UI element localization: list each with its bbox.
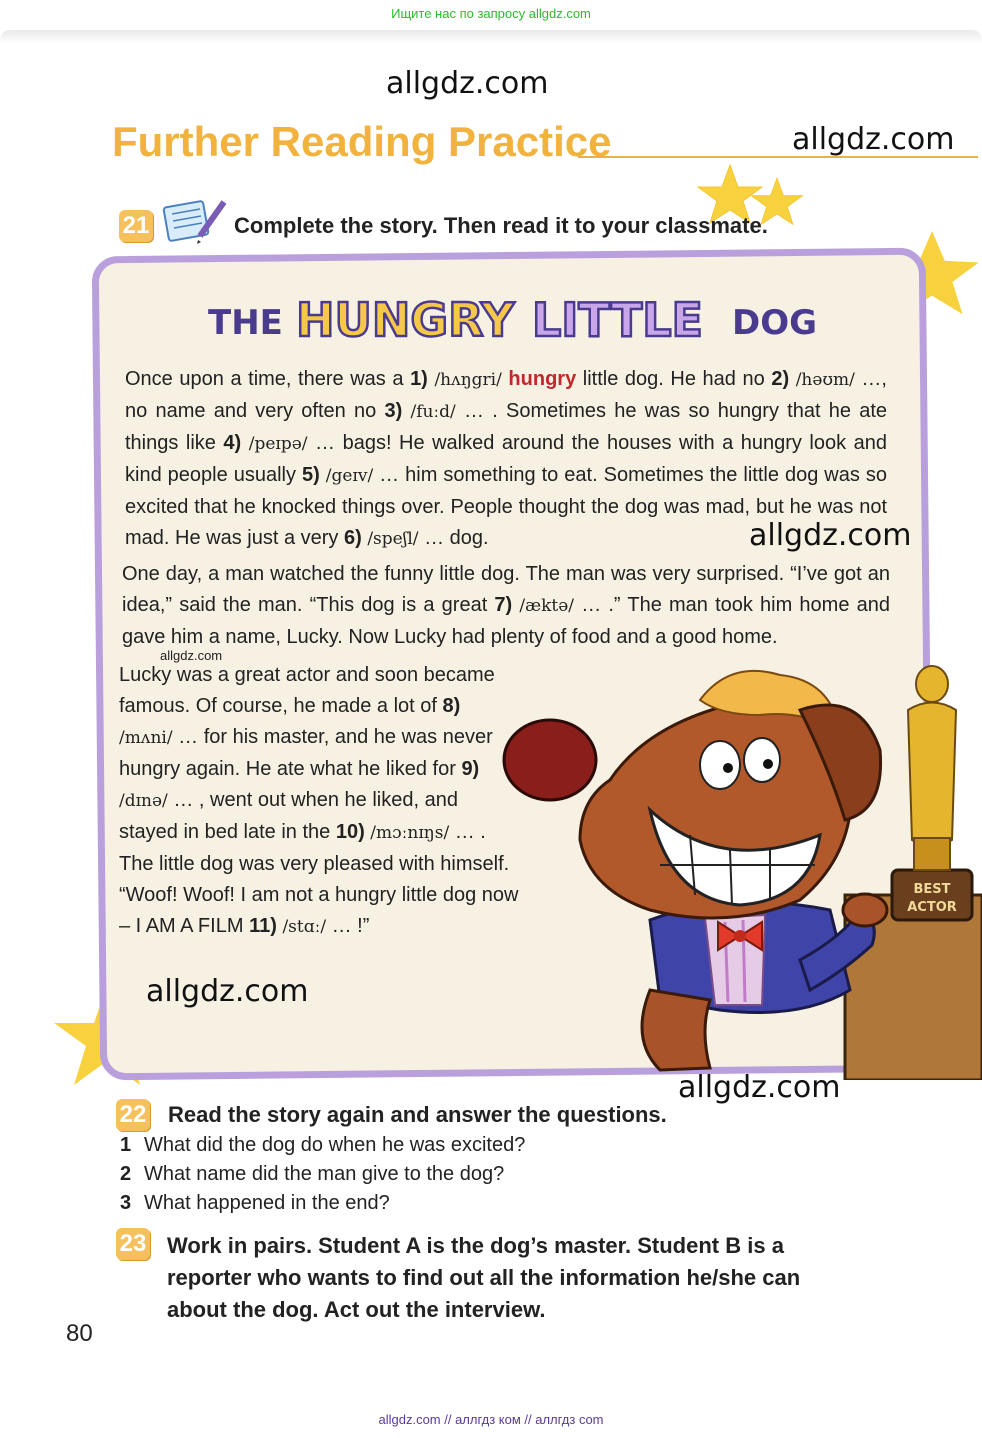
story-paragraph: Once upon a time, there was a 1) /hʌŋgri/ hungry little dog. He had no 2) /həʊm/ …, no name and very often no 3) /fuːd/ … . Sometimes he was so hungry that he ate things like 4) /peɪpə/ … bags! He walked around the houses with a hungry look and kind people usually 5) /geɪv/ … him something to eat. Sometimes the little dog was so excited that he knocked things over. People thought the dog was mad, but he was not mad. He was just a very 6) /speʃl/ … dog. xyxy=(125,368,888,549)
dog-illustration xyxy=(500,660,982,1080)
page-title: Further Reading Practice xyxy=(112,118,612,165)
writing-pencil-icon xyxy=(160,196,228,248)
story-title-part: LITTLE xyxy=(532,293,703,347)
title-underline xyxy=(578,156,978,158)
list-item: 3 What happened in the end? xyxy=(120,1192,390,1214)
story-title xyxy=(200,288,840,348)
task-number-badge: 23 xyxy=(116,1228,150,1260)
task-number-badge: 21 xyxy=(119,210,153,242)
watermark: allgdz.com xyxy=(749,518,912,553)
example-answer: hungry xyxy=(508,368,577,390)
task-instruction: Read the story again and answer the questions. xyxy=(168,1102,667,1127)
story-title-part: THE xyxy=(208,303,283,343)
task-instruction: Complete the story. Then read it to your classmate. xyxy=(234,213,768,238)
watermark: allgdz.com xyxy=(146,974,309,1009)
page-top-edge xyxy=(0,30,982,44)
trophy-label: BEST xyxy=(913,882,951,897)
watermark: allgdz.com xyxy=(678,1070,841,1105)
top-search-note: Ищите нас по запросу allgdz.com xyxy=(391,6,591,21)
question-list xyxy=(120,1131,525,1218)
trophy-label: ACTOR xyxy=(907,900,957,915)
story-paragraph: One day, a man watched the funny little dog. The man was very surprised. “I’ve got an idea,” said the man. “This dog is a great 7) /æktə/ … .” The man took him home and gave him a name, Lucky. Now Lucky had plenty of food and a good home. xyxy=(122,563,890,648)
list-item: 2 What name did the man give to the dog? xyxy=(120,1163,505,1185)
story-title-part: HUNGRY xyxy=(296,293,515,347)
watermark: allgdz.com xyxy=(160,648,223,663)
task-number-badge: 22 xyxy=(116,1099,150,1131)
page-number: 80 xyxy=(66,1320,93,1347)
footer-links: allgdz.com // аллгдз ком // аллгдз com xyxy=(378,1412,604,1427)
watermark: allgdz.com xyxy=(386,66,549,101)
watermark: allgdz.com xyxy=(792,122,955,157)
story-paragraph: Lucky was a great actor and soon became famous. Of course, he made a lot of 8) /mʌni/ … for his master, and he was never hungry again. He ate what he liked for 9) /dɪnə/ … , went out when he liked, and stayed in bed late in the 10) /mɔːnɪŋs/ … . The little dog was very pleased with himself. “Woof! Woof! I am not a hungry little dog now – I AM A FILM 11) /stɑː/ … !” xyxy=(119,664,519,937)
list-item: 1 What did the dog do when he was excited? xyxy=(120,1134,526,1156)
task-instruction: Work in pairs. Student A is the dog’s master. Student B is a reporter who wants to find out all the information he/she can about the dog. Act out the interview. xyxy=(167,1233,801,1322)
story-title-part: DOG xyxy=(732,303,818,343)
